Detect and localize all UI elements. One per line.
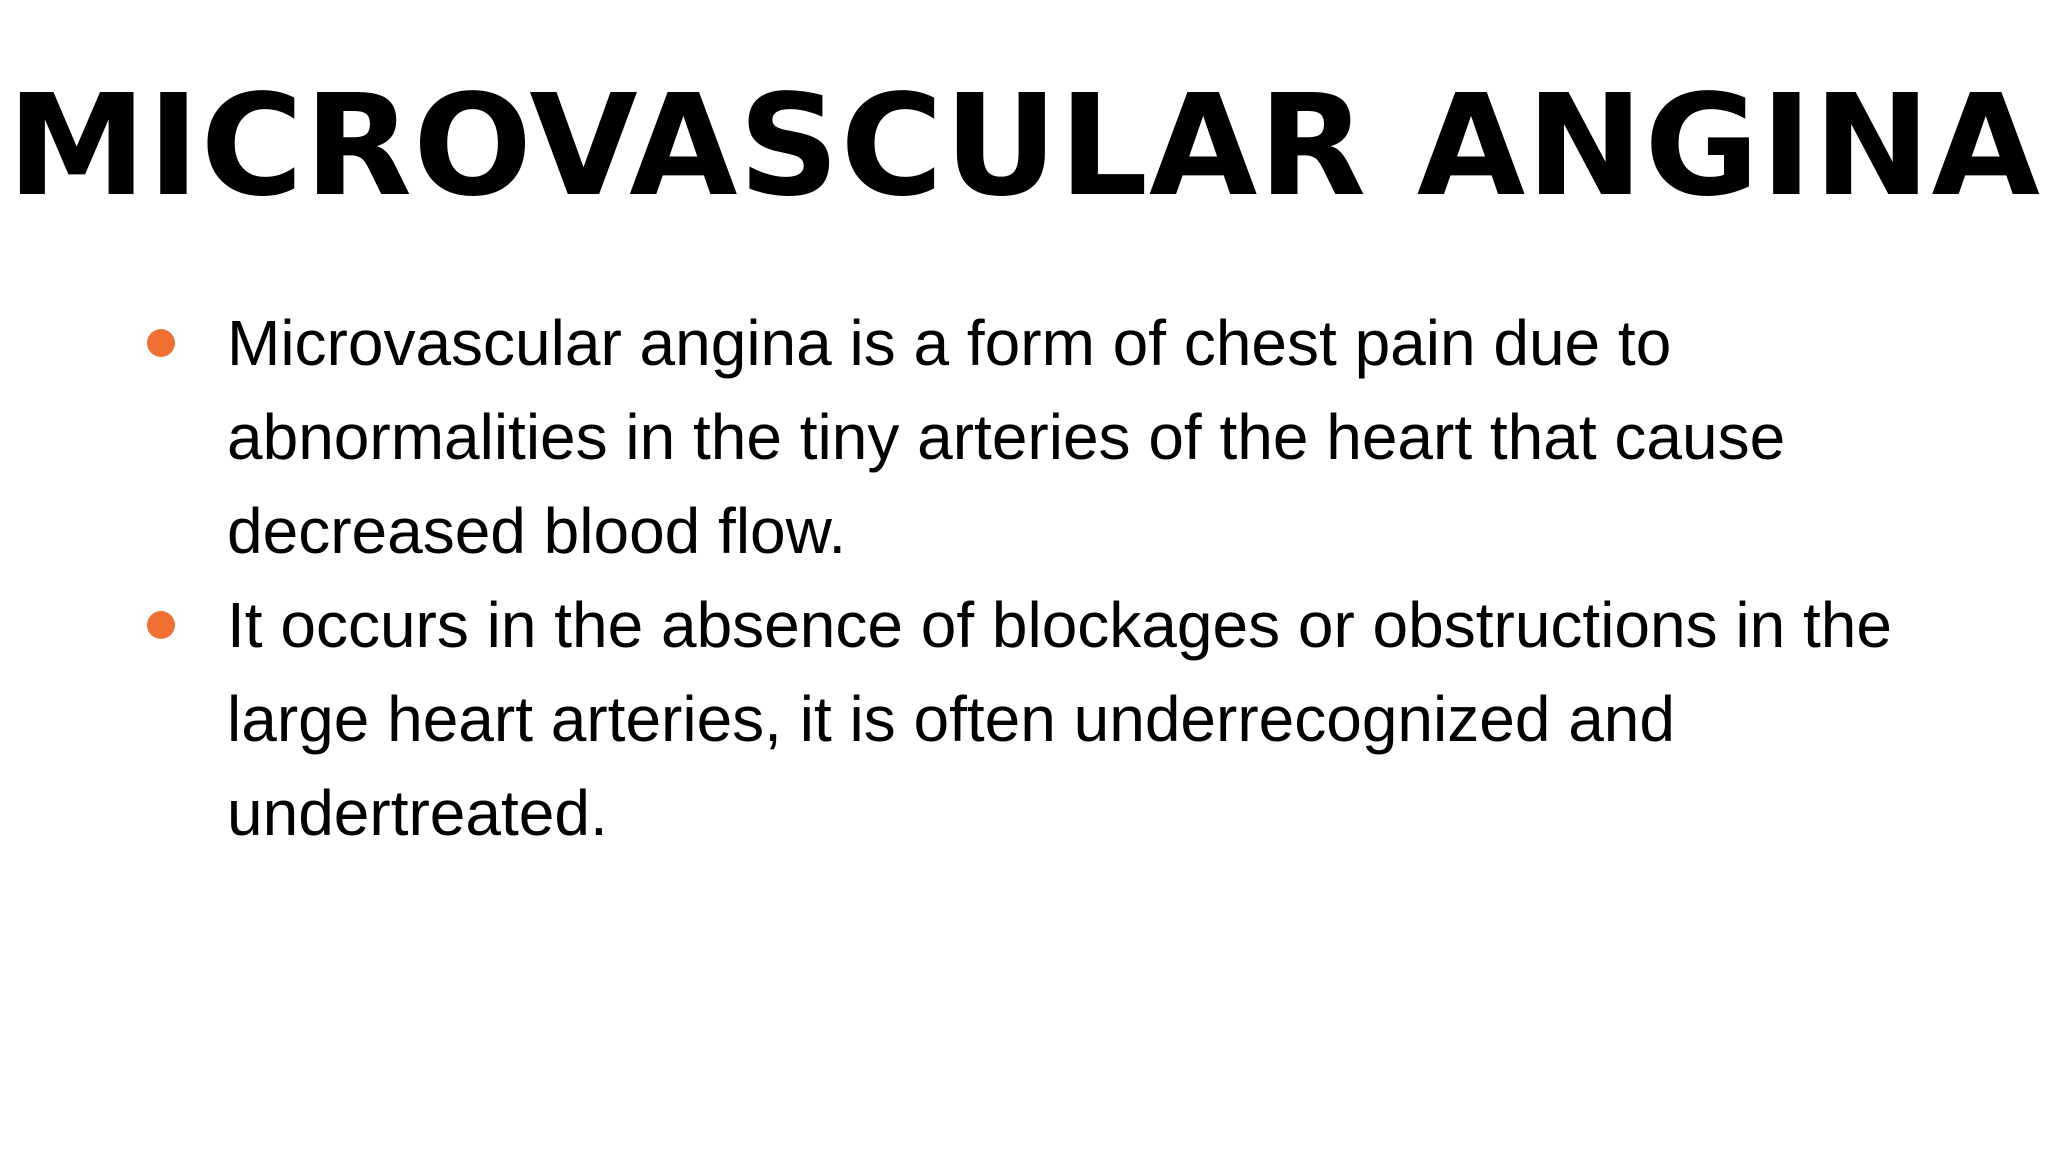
bullet-text: Microvascular angina is a form of chest pain due to abnormalities in the tiny arteries of the heart that cause decreased blood flow. [227,307,1786,567]
slide-title: MICROVASCULAR ANGINA [7,65,2041,228]
bullet-item [140,296,1920,578]
bullet-item [140,578,1920,860]
bullet-text: It occurs in the absence of blockages or obstructions in the large heart arteries, it is often underrecognized and undertreated. [227,589,1892,849]
bullet-dot-icon [147,329,175,357]
bullet-dot-icon [147,611,175,639]
bullet-list [140,296,1920,860]
